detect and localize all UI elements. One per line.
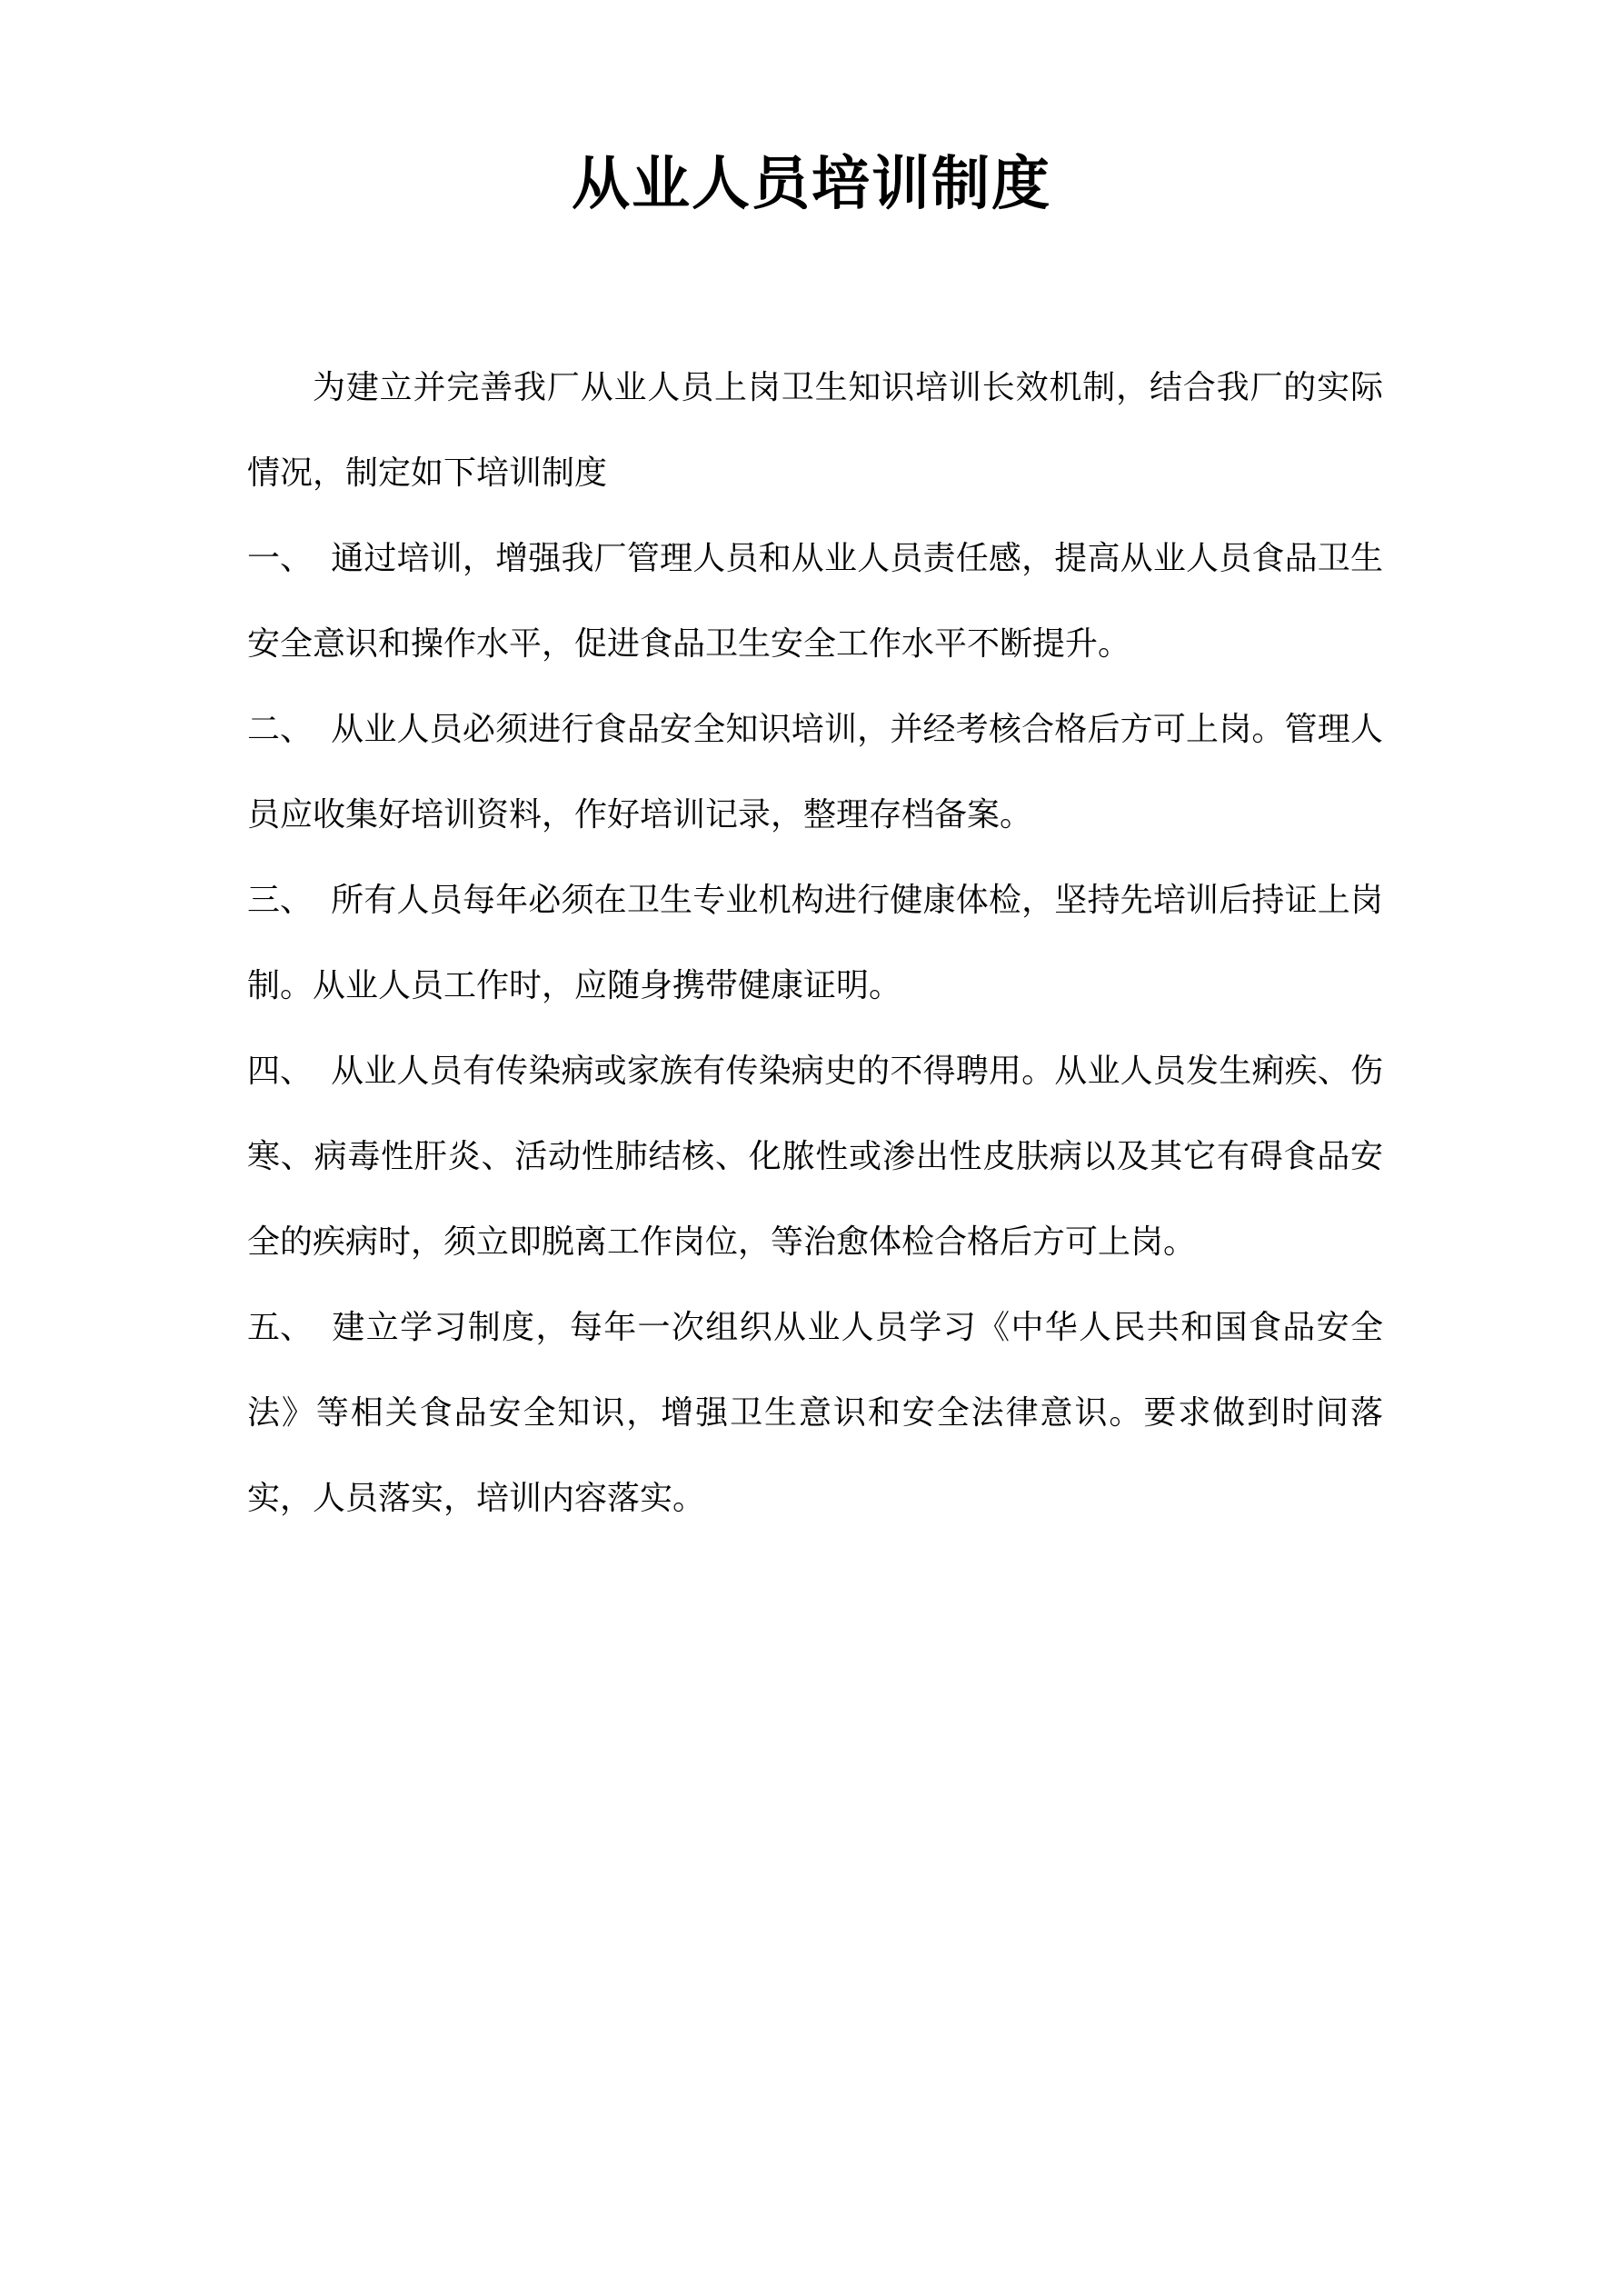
rule-item-marker: 一、	[247, 540, 314, 577]
rule-item-text: 通过培训，增强我厂管理人员和从业人员责任感，提高从业人员食品卫生安全意识和操作水平，促进食品卫生安全工作水平不断提升。	[247, 540, 1383, 663]
document-title: 从业人员培训制度	[572, 151, 1051, 218]
rule-item-2	[247, 687, 1383, 858]
rule-item-text: 建立学习制度，每年一次组织从业人员学习《中华人民共和国食品安全法》等相关食品安全知识，增强卫生意识和安全法律意识。要求做到时间落实，人员落实，培训内容落实。	[247, 1309, 1383, 1517]
rule-item-5	[247, 1285, 1383, 1542]
rule-item-4	[247, 1029, 1383, 1285]
rule-item-marker: 四、	[247, 1053, 314, 1090]
rule-item-3	[247, 858, 1383, 1029]
rule-item-1	[247, 516, 1383, 687]
rule-item-text: 从业人员必须进行食品安全知识培训，并经考核合格后方可上岗。管理人员应收集好培训资料，作好培训记录，整理存档备案。	[247, 711, 1383, 834]
rule-item-marker: 三、	[247, 882, 314, 919]
rule-item-marker: 五、	[247, 1309, 314, 1346]
rule-item-text: 从业人员有传染病或家族有传染病史的不得聘用。从业人员发生痢疾、伤寒、病毒性肝炎、活动性肺结核、化脓性或渗出性皮肤病以及其它有碍食品安全的疾病时，须立即脱离工作岗位，等治愈体检合格后方可上岗。	[247, 1053, 1383, 1261]
intro-paragraph: 为建立并完善我厂从业人员上岗卫生知识培训长效机制，结合我厂的实际情况，制定如下培训制度	[247, 369, 1383, 492]
rule-item-marker: 二、	[247, 711, 314, 748]
document-body	[247, 345, 1383, 1542]
rule-item-text: 所有人员每年必须在卫生专业机构进行健康体检，坚持先培训后持证上岗制。从业人员工作时，应随身携带健康证明。	[247, 882, 1383, 1004]
